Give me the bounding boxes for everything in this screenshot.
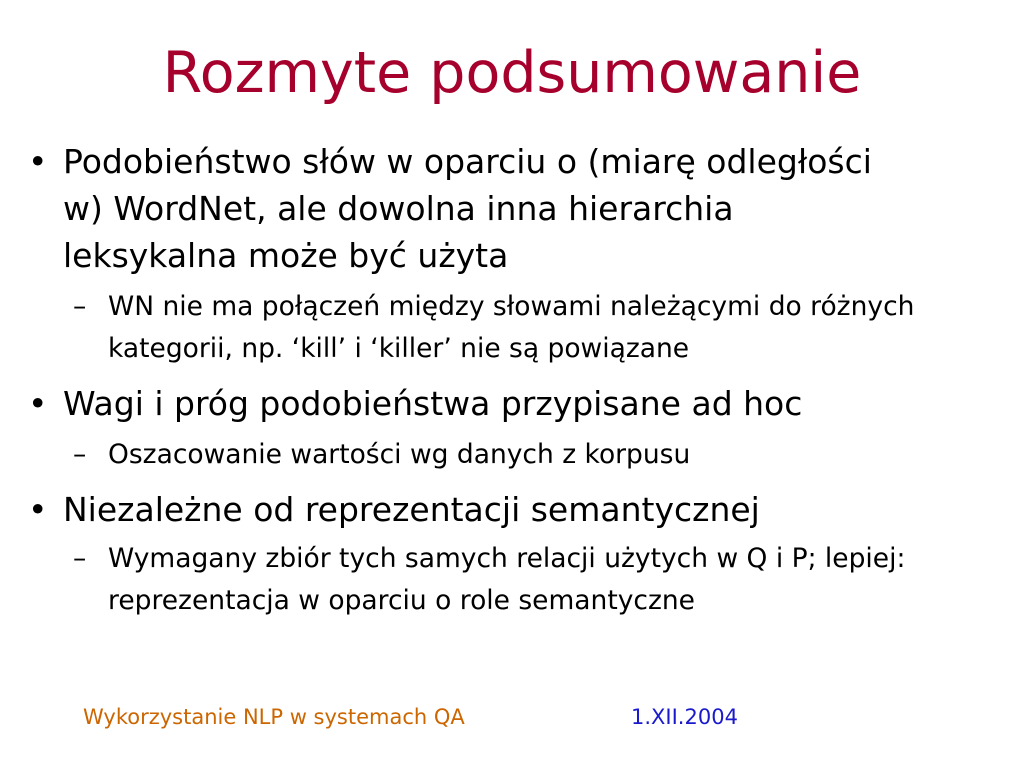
footer-date: 1.XII.2004 [631, 705, 738, 729]
bullet-1 [28, 138, 908, 279]
footer-course-title: Wykorzystanie NLP w systemach QA [83, 705, 465, 729]
bullet-marker: • [28, 490, 48, 529]
bullet-2 [28, 380, 988, 427]
slide-title: Rozmyte podsumowanie [162, 40, 862, 106]
sub-bullet-2-text: Oszacowanie wartości wg danych z korpusu [108, 439, 691, 470]
sub-bullet-3-text: Wymagany zbiór tych samych relacji użytych w Q i P; lepiej: reprezentacja w oparciu o role semantyczne [108, 543, 906, 616]
sub-bullet-1 [73, 286, 1013, 370]
sub-bullet-marker: – [73, 543, 87, 574]
bullet-2-text: Wagi i próg podobieństwa przypisane ad hoc [63, 384, 803, 423]
bullet-marker: • [28, 142, 48, 181]
sub-bullet-marker: – [73, 291, 87, 322]
sub-bullet-1-text: WN nie ma połączeń między słowami należącymi do różnych kategorii, np. ‘kill’ i ‘killer’ nie są powiązane [108, 291, 915, 364]
bullet-1-text: Podobieństwo słów w oparciu o (miarę odległości w) WordNet, ale dowolna inna hierarchia leksykalna może być użyta [63, 142, 872, 275]
sub-bullet-2 [73, 434, 1013, 476]
bullet-3 [28, 486, 988, 533]
sub-bullet-marker: – [73, 439, 87, 470]
bullet-3-text: Niezależne od reprezentacji semantycznej [63, 490, 760, 529]
sub-bullet-3 [73, 538, 933, 622]
bullet-marker: • [28, 384, 48, 423]
